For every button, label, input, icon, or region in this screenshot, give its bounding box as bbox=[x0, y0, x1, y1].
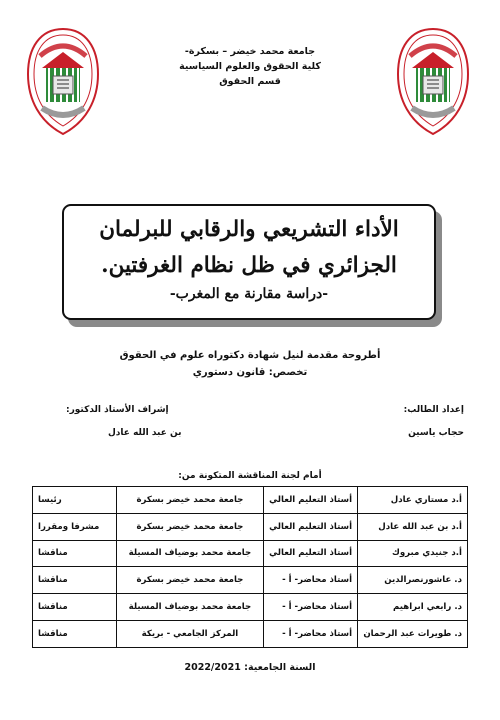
member-role: مناقشا bbox=[33, 540, 117, 567]
title-line-2: الجزائري في ظل نظام الغرفتين. bbox=[101, 253, 397, 278]
member-university: جامعة محمد خيضر بسكرة bbox=[116, 513, 263, 540]
member-name: أ.د مستاري عادل bbox=[358, 487, 468, 514]
table-row bbox=[33, 594, 468, 621]
committee-table bbox=[32, 486, 468, 648]
student-name: حجاب ياسين bbox=[408, 428, 464, 438]
member-rank: أستاذ التعليم العالي bbox=[264, 487, 358, 514]
member-role: رئيسا bbox=[33, 487, 117, 514]
supervision-label: إشراف الأستاذ الدكتور: bbox=[66, 405, 169, 415]
member-university: جامعة محمد بوضياف المسيلة bbox=[116, 540, 263, 567]
table-row bbox=[33, 487, 468, 514]
member-name: د. طويرات عبد الرحمان bbox=[358, 620, 468, 647]
member-name: د. عاشورنصرالدين bbox=[358, 567, 468, 594]
member-university: جامعة محمد خيضر بسكرة bbox=[116, 567, 263, 594]
table-row bbox=[33, 513, 468, 540]
university-logo-right bbox=[392, 26, 474, 138]
member-role: مناقشا bbox=[33, 594, 117, 621]
title-subtitle: -دراسة مقارنة مع المغرب- bbox=[169, 286, 329, 302]
member-university: جامعة محمد بوضياف المسيلة bbox=[116, 594, 263, 621]
member-university: المركز الجامعي - بريكة bbox=[116, 620, 263, 647]
title-line-1: الأداء التشريعي والرقابي للبرلمان bbox=[99, 217, 399, 242]
member-name: أ.د جنيدي مبروك bbox=[358, 540, 468, 567]
member-role: مناقشا bbox=[33, 620, 117, 647]
member-rank: أستاذ التعليم العالي bbox=[264, 540, 358, 567]
member-rank: أستاذ محاضر- أ - bbox=[264, 620, 358, 647]
thesis-info bbox=[80, 347, 420, 381]
university-name: جامعة محمد خيضر – بسكرة- bbox=[184, 46, 316, 57]
committee-heading: أمام لجنة المناقشة المتكونة من: bbox=[178, 471, 322, 481]
member-role: مشرفا ومقررا bbox=[33, 513, 117, 540]
member-rank: أستاذ التعليم العالي bbox=[264, 513, 358, 540]
thesis-purpose: أطروحة مقدمة لنيل شهادة دكتوراه علوم في الحقوق bbox=[119, 350, 381, 361]
prepared-by-label: إعداد الطالب: bbox=[403, 405, 464, 415]
academic-year: السنة الجامعية: 2022/2021 bbox=[184, 662, 316, 673]
member-university: جامعة محمد خيضر بسكرة bbox=[116, 487, 263, 514]
table-row bbox=[33, 567, 468, 594]
university-logo-left bbox=[22, 26, 104, 138]
thesis-title-box bbox=[62, 204, 436, 320]
member-name: أ.د بن عبد الله عادل bbox=[358, 513, 468, 540]
supervisor-name: بن عبد الله عادل bbox=[108, 428, 182, 438]
member-name: د. رابعي ابراهيم bbox=[358, 594, 468, 621]
faculty-name: كلية الحقوق والعلوم السياسية bbox=[179, 61, 321, 72]
member-rank: أستاذ محاضر- أ - bbox=[264, 594, 358, 621]
table-row bbox=[33, 620, 468, 647]
table-row bbox=[33, 540, 468, 567]
department-name: قسم الحقوق bbox=[219, 76, 281, 87]
member-rank: أستاذ محاضر- أ - bbox=[264, 567, 358, 594]
institution-header bbox=[100, 44, 400, 89]
thesis-specialty: تخصص: قانون دستوري bbox=[192, 367, 308, 378]
member-role: مناقشا bbox=[33, 567, 117, 594]
